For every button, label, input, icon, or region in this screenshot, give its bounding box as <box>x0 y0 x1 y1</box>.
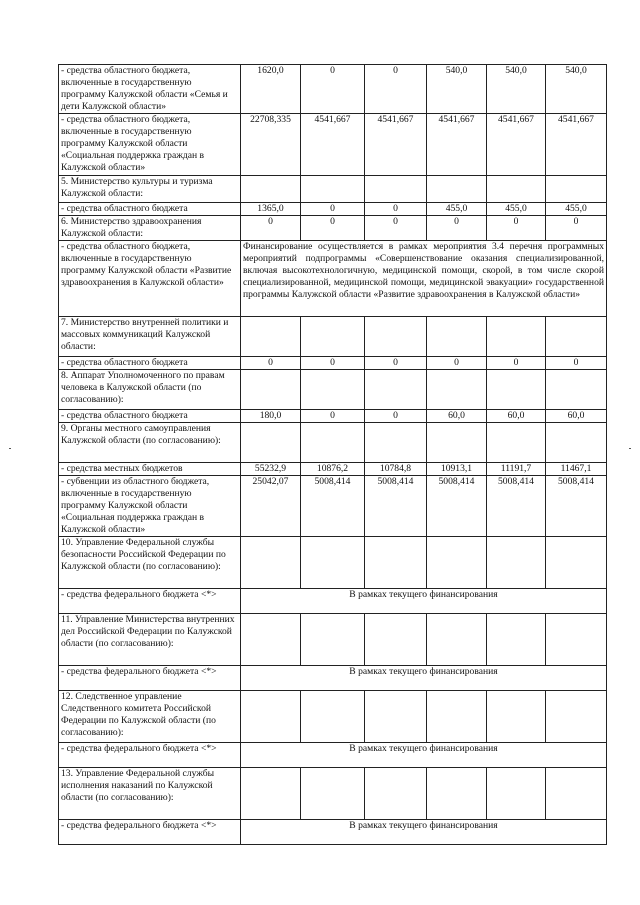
row-label: 6. Министерство здравоохранения Калужской области: <box>59 216 241 241</box>
value-cell: 5008,414 <box>546 476 607 537</box>
table-row <box>59 820 607 845</box>
value-cell <box>241 537 301 589</box>
value-cell <box>301 691 365 743</box>
value-cell: 455,0 <box>546 203 607 216</box>
value-cell <box>365 691 427 743</box>
value-cell <box>427 176 487 203</box>
value-cell <box>427 537 487 589</box>
funding-note: Финансирование осуществляется в рамках мероприятия 3.4 перечня программных мероприятий подпрограммы «Совершенствование оказания специализированной, включая высокотехнологичную, медицинской помощи, скорой, в том числе скорой специализированной, медицинской помощи, медицинской эвакуации» государственной программы Калужской области «Развитие здравоохранения в Калужской области» <box>241 241 607 317</box>
table-row <box>59 65 607 114</box>
value-cell: 0 <box>301 357 365 370</box>
value-cell: 60,0 <box>546 410 607 423</box>
current-financing-note: В рамках текущего финансирования <box>241 666 607 691</box>
document-page <box>58 64 607 845</box>
value-cell <box>365 423 427 463</box>
value-cell <box>546 370 607 410</box>
value-cell <box>427 423 487 463</box>
value-cell: 0 <box>365 410 427 423</box>
row-label: - средства федерального бюджета <*> <box>59 589 241 614</box>
value-cell <box>487 691 546 743</box>
value-cell: 10913,1 <box>427 463 487 476</box>
value-cell <box>301 423 365 463</box>
funding-table <box>58 64 607 845</box>
value-cell: 455,0 <box>487 203 546 216</box>
value-cell: 4541,667 <box>487 114 546 176</box>
row-label: - средства местных бюджетов <box>59 463 241 476</box>
current-financing-note: В рамках текущего финансирования <box>241 743 607 768</box>
value-cell <box>301 768 365 820</box>
value-cell <box>241 317 301 357</box>
row-label: 10. Управление Федеральной службы безопасности Российской Федерации по Калужской области (по согласованию): <box>59 537 241 589</box>
row-label: - средства областного бюджета, включенные в государственную программу Калужской области «Семья и дети Калужской области» <box>59 65 241 114</box>
value-cell <box>241 614 301 666</box>
value-cell <box>241 176 301 203</box>
scan-speck <box>9 448 11 449</box>
value-cell: 540,0 <box>546 65 607 114</box>
value-cell <box>365 370 427 410</box>
value-cell: 455,0 <box>427 203 487 216</box>
row-label: - средства федерального бюджета <*> <box>59 820 241 845</box>
value-cell <box>487 768 546 820</box>
value-cell <box>365 614 427 666</box>
value-cell: 1365,0 <box>241 203 301 216</box>
row-label: 9. Органы местного самоуправления Калужской области (по согласованию): <box>59 423 241 463</box>
table-row <box>59 216 607 241</box>
value-cell <box>427 768 487 820</box>
value-cell: 0 <box>365 216 427 241</box>
value-cell <box>301 317 365 357</box>
value-cell: 0 <box>301 410 365 423</box>
value-cell: 11467,1 <box>546 463 607 476</box>
value-cell: 5008,414 <box>301 476 365 537</box>
table-row <box>59 743 607 768</box>
value-cell: 0 <box>546 216 607 241</box>
table-row <box>59 691 607 743</box>
value-cell: 0 <box>301 203 365 216</box>
value-cell: 4541,667 <box>301 114 365 176</box>
table-row <box>59 423 607 463</box>
value-cell <box>427 317 487 357</box>
value-cell <box>487 370 546 410</box>
value-cell <box>301 537 365 589</box>
table-row <box>59 114 607 176</box>
value-cell: 4541,667 <box>427 114 487 176</box>
value-cell <box>546 768 607 820</box>
row-label: - средства областного бюджета, включенные в государственную программу Калужской области «Развитие здравоохранения в Калужской области» <box>59 241 241 317</box>
table-row <box>59 357 607 370</box>
value-cell <box>546 176 607 203</box>
value-cell: 0 <box>365 203 427 216</box>
value-cell: 0 <box>301 216 365 241</box>
value-cell: 540,0 <box>427 65 487 114</box>
value-cell <box>546 423 607 463</box>
row-label: 8. Аппарат Уполномоченного по правам человека в Калужской области (по согласованию): <box>59 370 241 410</box>
value-cell <box>365 317 427 357</box>
table-row <box>59 614 607 666</box>
row-label: 5. Министерство культуры и туризма Калужской области: <box>59 176 241 203</box>
value-cell <box>546 317 607 357</box>
table-row <box>59 537 607 589</box>
table-row <box>59 666 607 691</box>
row-label: - средства федерального бюджета <*> <box>59 666 241 691</box>
value-cell: 1620,0 <box>241 65 301 114</box>
value-cell: 10876,2 <box>301 463 365 476</box>
value-cell: 0 <box>365 357 427 370</box>
row-label: - средства областного бюджета <box>59 410 241 423</box>
value-cell <box>241 691 301 743</box>
value-cell: 0 <box>487 357 546 370</box>
row-label: 7. Министерство внутренней политики и массовых коммуникаций Калужской области: <box>59 317 241 357</box>
current-financing-note: В рамках текущего финансирования <box>241 820 607 845</box>
value-cell <box>301 614 365 666</box>
table-row <box>59 176 607 203</box>
value-cell <box>487 614 546 666</box>
value-cell: 0 <box>241 357 301 370</box>
value-cell: 180,0 <box>241 410 301 423</box>
value-cell: 0 <box>301 65 365 114</box>
row-label: - средства областного бюджета, включенные в государственную программу Калужской области «Социальная поддержка граждан в Калужской области» <box>59 114 241 176</box>
table-row <box>59 317 607 357</box>
scan-speck <box>629 448 631 449</box>
value-cell: 10784,8 <box>365 463 427 476</box>
value-cell <box>546 691 607 743</box>
table-row <box>59 768 607 820</box>
value-cell: 0 <box>427 357 487 370</box>
value-cell <box>241 370 301 410</box>
value-cell: 0 <box>487 216 546 241</box>
table-row <box>59 241 607 317</box>
value-cell <box>427 370 487 410</box>
value-cell: 60,0 <box>487 410 546 423</box>
value-cell <box>487 423 546 463</box>
table-row <box>59 463 607 476</box>
value-cell: 5008,414 <box>487 476 546 537</box>
table-row <box>59 203 607 216</box>
value-cell: 25042,07 <box>241 476 301 537</box>
value-cell: 55232,9 <box>241 463 301 476</box>
value-cell: 5008,414 <box>427 476 487 537</box>
value-cell: 22708,335 <box>241 114 301 176</box>
table-row <box>59 589 607 614</box>
value-cell <box>241 768 301 820</box>
value-cell: 0 <box>427 216 487 241</box>
value-cell: 60,0 <box>427 410 487 423</box>
row-label: - средства областного бюджета <box>59 357 241 370</box>
value-cell <box>487 537 546 589</box>
value-cell <box>546 537 607 589</box>
value-cell: 4541,667 <box>546 114 607 176</box>
value-cell <box>301 176 365 203</box>
value-cell <box>301 370 365 410</box>
value-cell <box>241 423 301 463</box>
row-label: - средства областного бюджета <box>59 203 241 216</box>
value-cell <box>365 768 427 820</box>
row-label: 11. Управление Министерства внутренних дел Российской Федерации по Калужской области (по согласованию): <box>59 614 241 666</box>
value-cell <box>365 537 427 589</box>
value-cell <box>427 691 487 743</box>
table-row <box>59 476 607 537</box>
value-cell: 5008,414 <box>365 476 427 537</box>
value-cell <box>365 176 427 203</box>
value-cell <box>427 614 487 666</box>
row-label: 12. Следственное управление Следственного комитета Российской Федерации по Калужской области (по согласованию): <box>59 691 241 743</box>
value-cell: 4541,667 <box>365 114 427 176</box>
value-cell <box>487 176 546 203</box>
table-row <box>59 410 607 423</box>
value-cell: 11191,7 <box>487 463 546 476</box>
value-cell: 540,0 <box>487 65 546 114</box>
value-cell <box>487 317 546 357</box>
value-cell: 0 <box>546 357 607 370</box>
row-label: 13. Управление Федеральной службы исполнения наказаний по Калужской области (по согласованию): <box>59 768 241 820</box>
table-row <box>59 370 607 410</box>
value-cell <box>546 614 607 666</box>
row-label: - субвенции из областного бюджета, включенные в государственную программу Калужской области «Социальная поддержка граждан в Калужской области» <box>59 476 241 537</box>
current-financing-note: В рамках текущего финансирования <box>241 589 607 614</box>
row-label: - средства федерального бюджета <*> <box>59 743 241 768</box>
value-cell: 0 <box>365 65 427 114</box>
value-cell: 0 <box>241 216 301 241</box>
